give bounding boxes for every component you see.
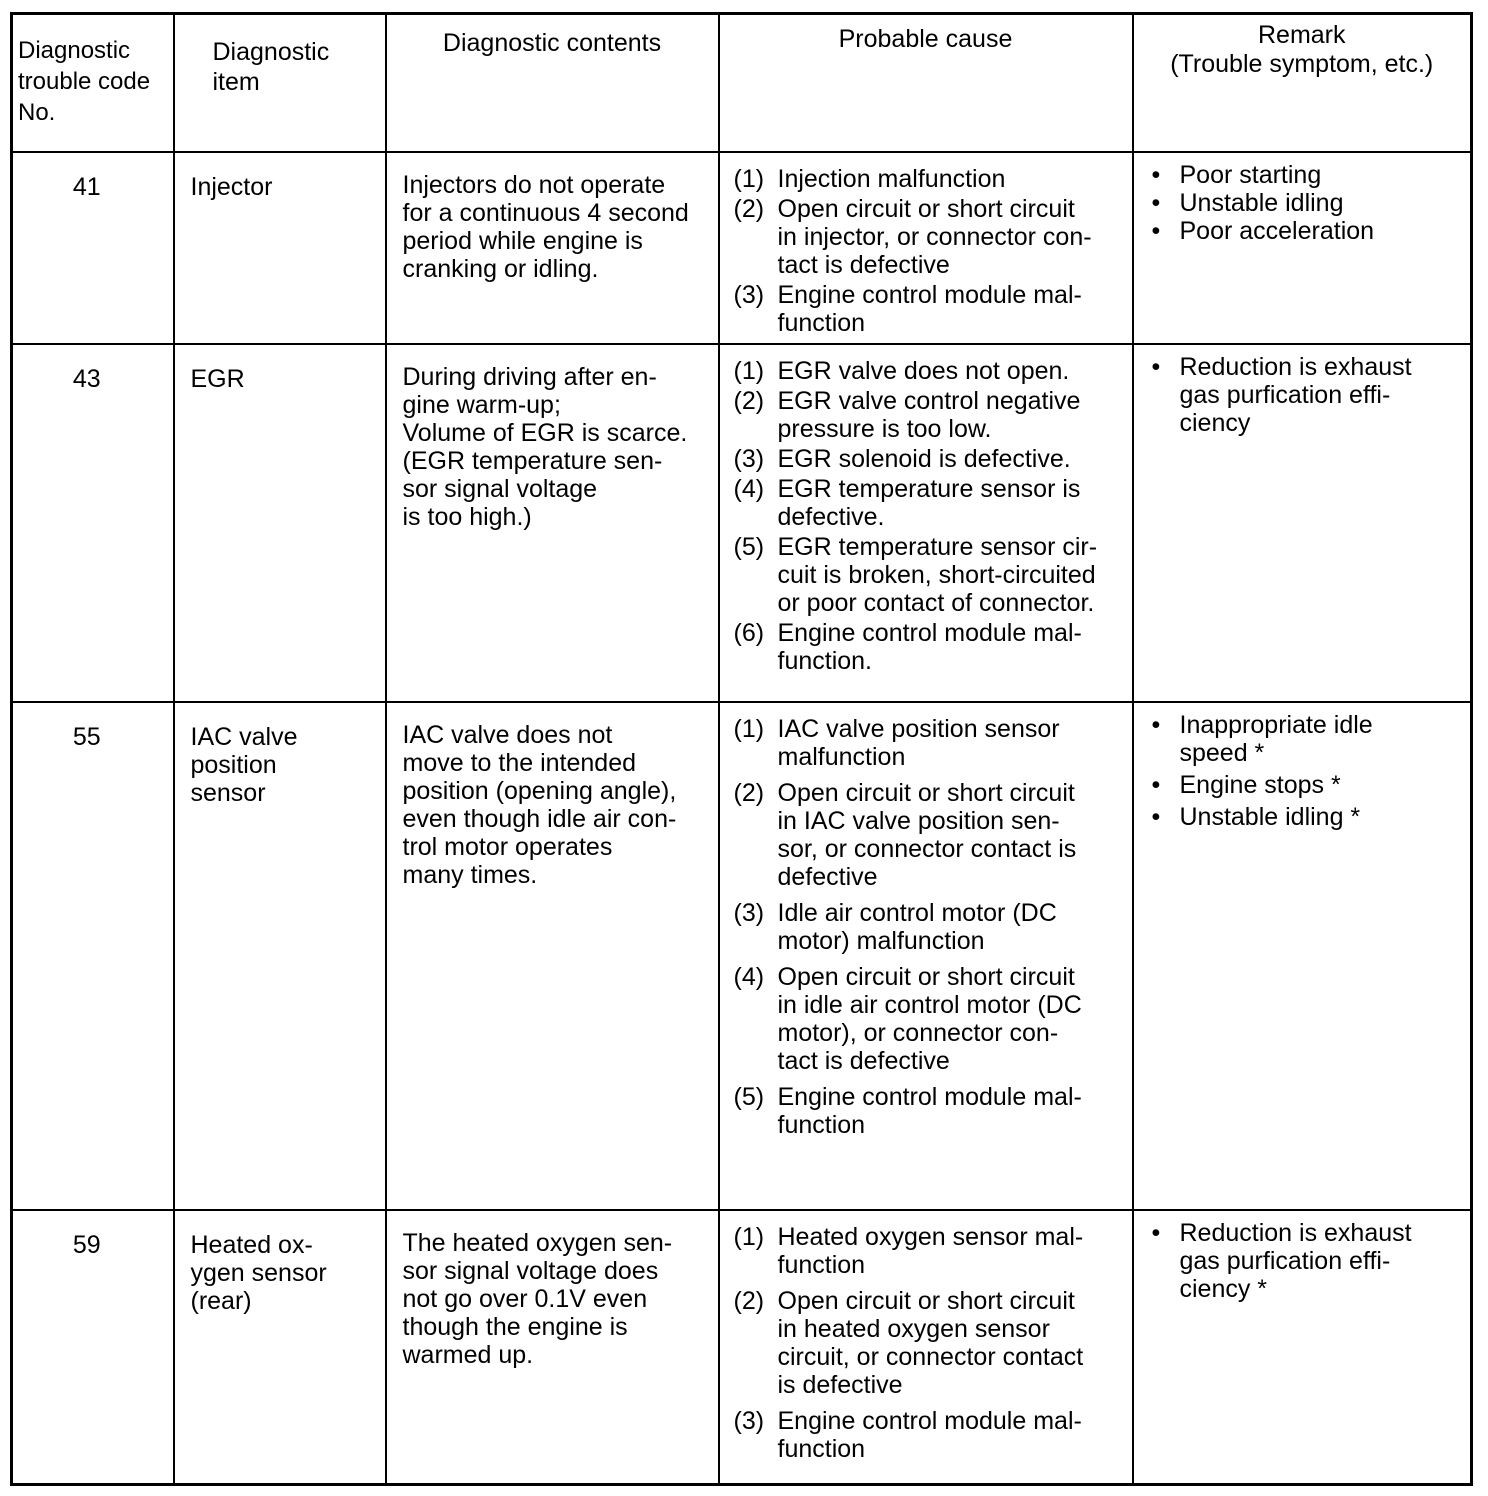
remark-cell — [1133, 152, 1472, 344]
cause-item: (4) Open circuit or short circuit in idle air control motor (DC motor), or connector con- tact is defective — [733, 963, 1082, 1075]
cause-item: (3) EGR solenoid is defective. — [733, 445, 1071, 473]
bullet-icon: • — [1151, 217, 1161, 245]
remark-item: • Reduction is exhaust gas purfication effi- ciency * — [1151, 1219, 1412, 1303]
remark-item: • Unstable idling * — [1151, 803, 1361, 831]
table-row — [12, 1210, 1472, 1485]
contents-cell: Injectors do not operate for a continuous 4 second period while engine is cranking or idling. — [386, 152, 719, 344]
item-cell: Injector — [174, 152, 386, 344]
cause-item: (1) Injection malfunction — [733, 165, 1006, 193]
cause-item: (2) Open circuit or short circuit in injector, or connector con- tact is defective — [733, 195, 1092, 279]
cause-item: (3) Engine control module mal- function — [733, 1407, 1082, 1463]
contents-cell: During driving after en- gine warm-up; Volume of EGR is scarce. (EGR temperature sen- sor signal voltage is too high.) — [386, 344, 719, 702]
cause-item: (5) Engine control module mal- function — [733, 1083, 1082, 1139]
cause-item: (1) IAC valve position sensor malfunction — [733, 715, 1060, 771]
table-row — [12, 152, 1472, 344]
bullet-icon: • — [1151, 189, 1161, 217]
code-cell: 59 — [12, 1210, 174, 1485]
header-cause: Probable cause — [719, 14, 1133, 153]
remark-cell — [1133, 702, 1472, 1210]
cause-item: (3) Engine control module mal- function — [733, 281, 1082, 337]
cause-cell — [719, 1210, 1133, 1485]
contents-cell: The heated oxygen sen- sor signal voltage does not go over 0.1V even though the engine is warmed up. — [386, 1210, 719, 1485]
cause-item: (3) Idle air control motor (DC motor) malfunction — [733, 899, 1057, 955]
bullet-icon: • — [1151, 161, 1161, 189]
cause-cell — [719, 152, 1133, 344]
cause-item: (2) Open circuit or short circuit in IAC valve position sen- sor, or connector contact is defective — [733, 779, 1077, 891]
bullet-icon: • — [1151, 1219, 1161, 1247]
header-row — [12, 14, 1472, 153]
table-row — [12, 344, 1472, 702]
bullet-icon: • — [1151, 353, 1161, 381]
cause-item: (6) Engine control module mal- function. — [733, 619, 1082, 675]
bullet-icon: • — [1151, 711, 1161, 739]
code-cell: 43 — [12, 344, 174, 702]
cause-item: (2) EGR valve control negative pressure is too low. — [733, 387, 1081, 443]
remark-item: • Unstable idling — [1151, 189, 1344, 217]
cause-cell — [719, 702, 1133, 1210]
header-remark: Remark (Trouble symptom, etc.) — [1133, 14, 1472, 153]
table-row — [12, 702, 1472, 1210]
header-contents: Diagnostic contents — [386, 14, 719, 153]
item-cell: EGR — [174, 344, 386, 702]
header-code: Diagnostic trouble code No. — [12, 14, 174, 153]
cause-item: (1) Heated oxygen sensor mal- function — [733, 1223, 1084, 1279]
contents-cell: IAC valve does not move to the intended position (opening angle), even though idle air con- trol motor operates many times. — [386, 702, 719, 1210]
diagnostic-trouble-code-table — [10, 12, 1473, 1486]
remark-item: • Poor starting — [1151, 161, 1322, 189]
bullet-icon: • — [1151, 771, 1161, 799]
cause-item: (2) Open circuit or short circuit in heated oxygen sensor circuit, or connector contact is defective — [733, 1287, 1084, 1399]
remark-item: • Inappropriate idle speed * — [1151, 711, 1373, 767]
header-item: Diagnostic item — [174, 14, 386, 153]
remark-item: • Poor acceleration — [1151, 217, 1375, 245]
cause-item: (1) EGR valve does not open. — [733, 357, 1070, 385]
bullet-icon: • — [1151, 803, 1161, 831]
cause-item: (5) EGR temperature sensor cir- cuit is broken, short-circuited or poor contact of connector. — [733, 533, 1098, 617]
remark-item: • Engine stops * — [1151, 771, 1341, 799]
remark-cell — [1133, 1210, 1472, 1485]
code-cell: 41 — [12, 152, 174, 344]
remark-item: • Reduction is exhaust gas purfication effi- ciency — [1151, 353, 1412, 437]
item-cell: Heated ox- ygen sensor (rear) — [174, 1210, 386, 1485]
cause-item: (4) EGR temperature sensor is defective. — [733, 475, 1081, 531]
item-cell: IAC valve position sensor — [174, 702, 386, 1210]
cause-cell — [719, 344, 1133, 702]
remark-cell — [1133, 344, 1472, 702]
code-cell: 55 — [12, 702, 174, 1210]
